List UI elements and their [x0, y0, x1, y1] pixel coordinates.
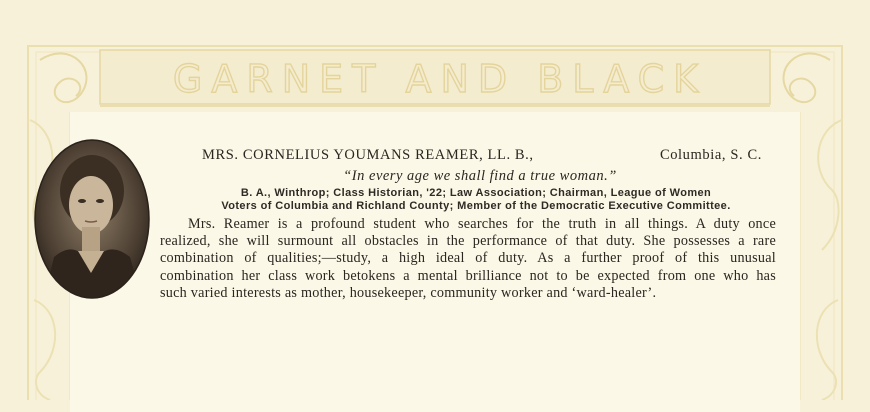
bio-line: Mrs. Reamer is a profound student who searches for the truth in all things. A duty once — [188, 216, 776, 232]
credits-block — [186, 187, 766, 213]
bio-line: realized, she will surmount all obstacles in the performance of that duty. She possesses a rare — [160, 233, 776, 250]
portrait-photo — [34, 139, 150, 299]
banner-title: GARNET AND BLACK — [172, 57, 708, 101]
credits-line: Voters of Columbia and Richland County; Member of the Democratic Executive Committee. — [221, 200, 731, 212]
student-name: MRS. CORNELIUS YOUMANS REAMER, LL. B., — [202, 147, 534, 163]
credits-line: B. A., Winthrop; Class Historian, '22; Law Association; Chairman, League of Women — [240, 187, 712, 199]
hometown: Columbia, S. C. — [659, 147, 762, 163]
motto-quote: “In every age we shall find a true woman.” — [343, 168, 617, 184]
bio-line: such varied interests as mother, housekeeper, community worker and ‘ward-healer’. — [160, 284, 657, 301]
bio-line: combination of qualities;—study, a high ideal of duty. As a further proof of this unusual — [160, 250, 776, 267]
biography-paragraph — [160, 216, 776, 302]
bio-line: combination her class work betokens a mental brilliance not to be expected from one who has — [160, 267, 776, 284]
name-line — [202, 147, 762, 167]
